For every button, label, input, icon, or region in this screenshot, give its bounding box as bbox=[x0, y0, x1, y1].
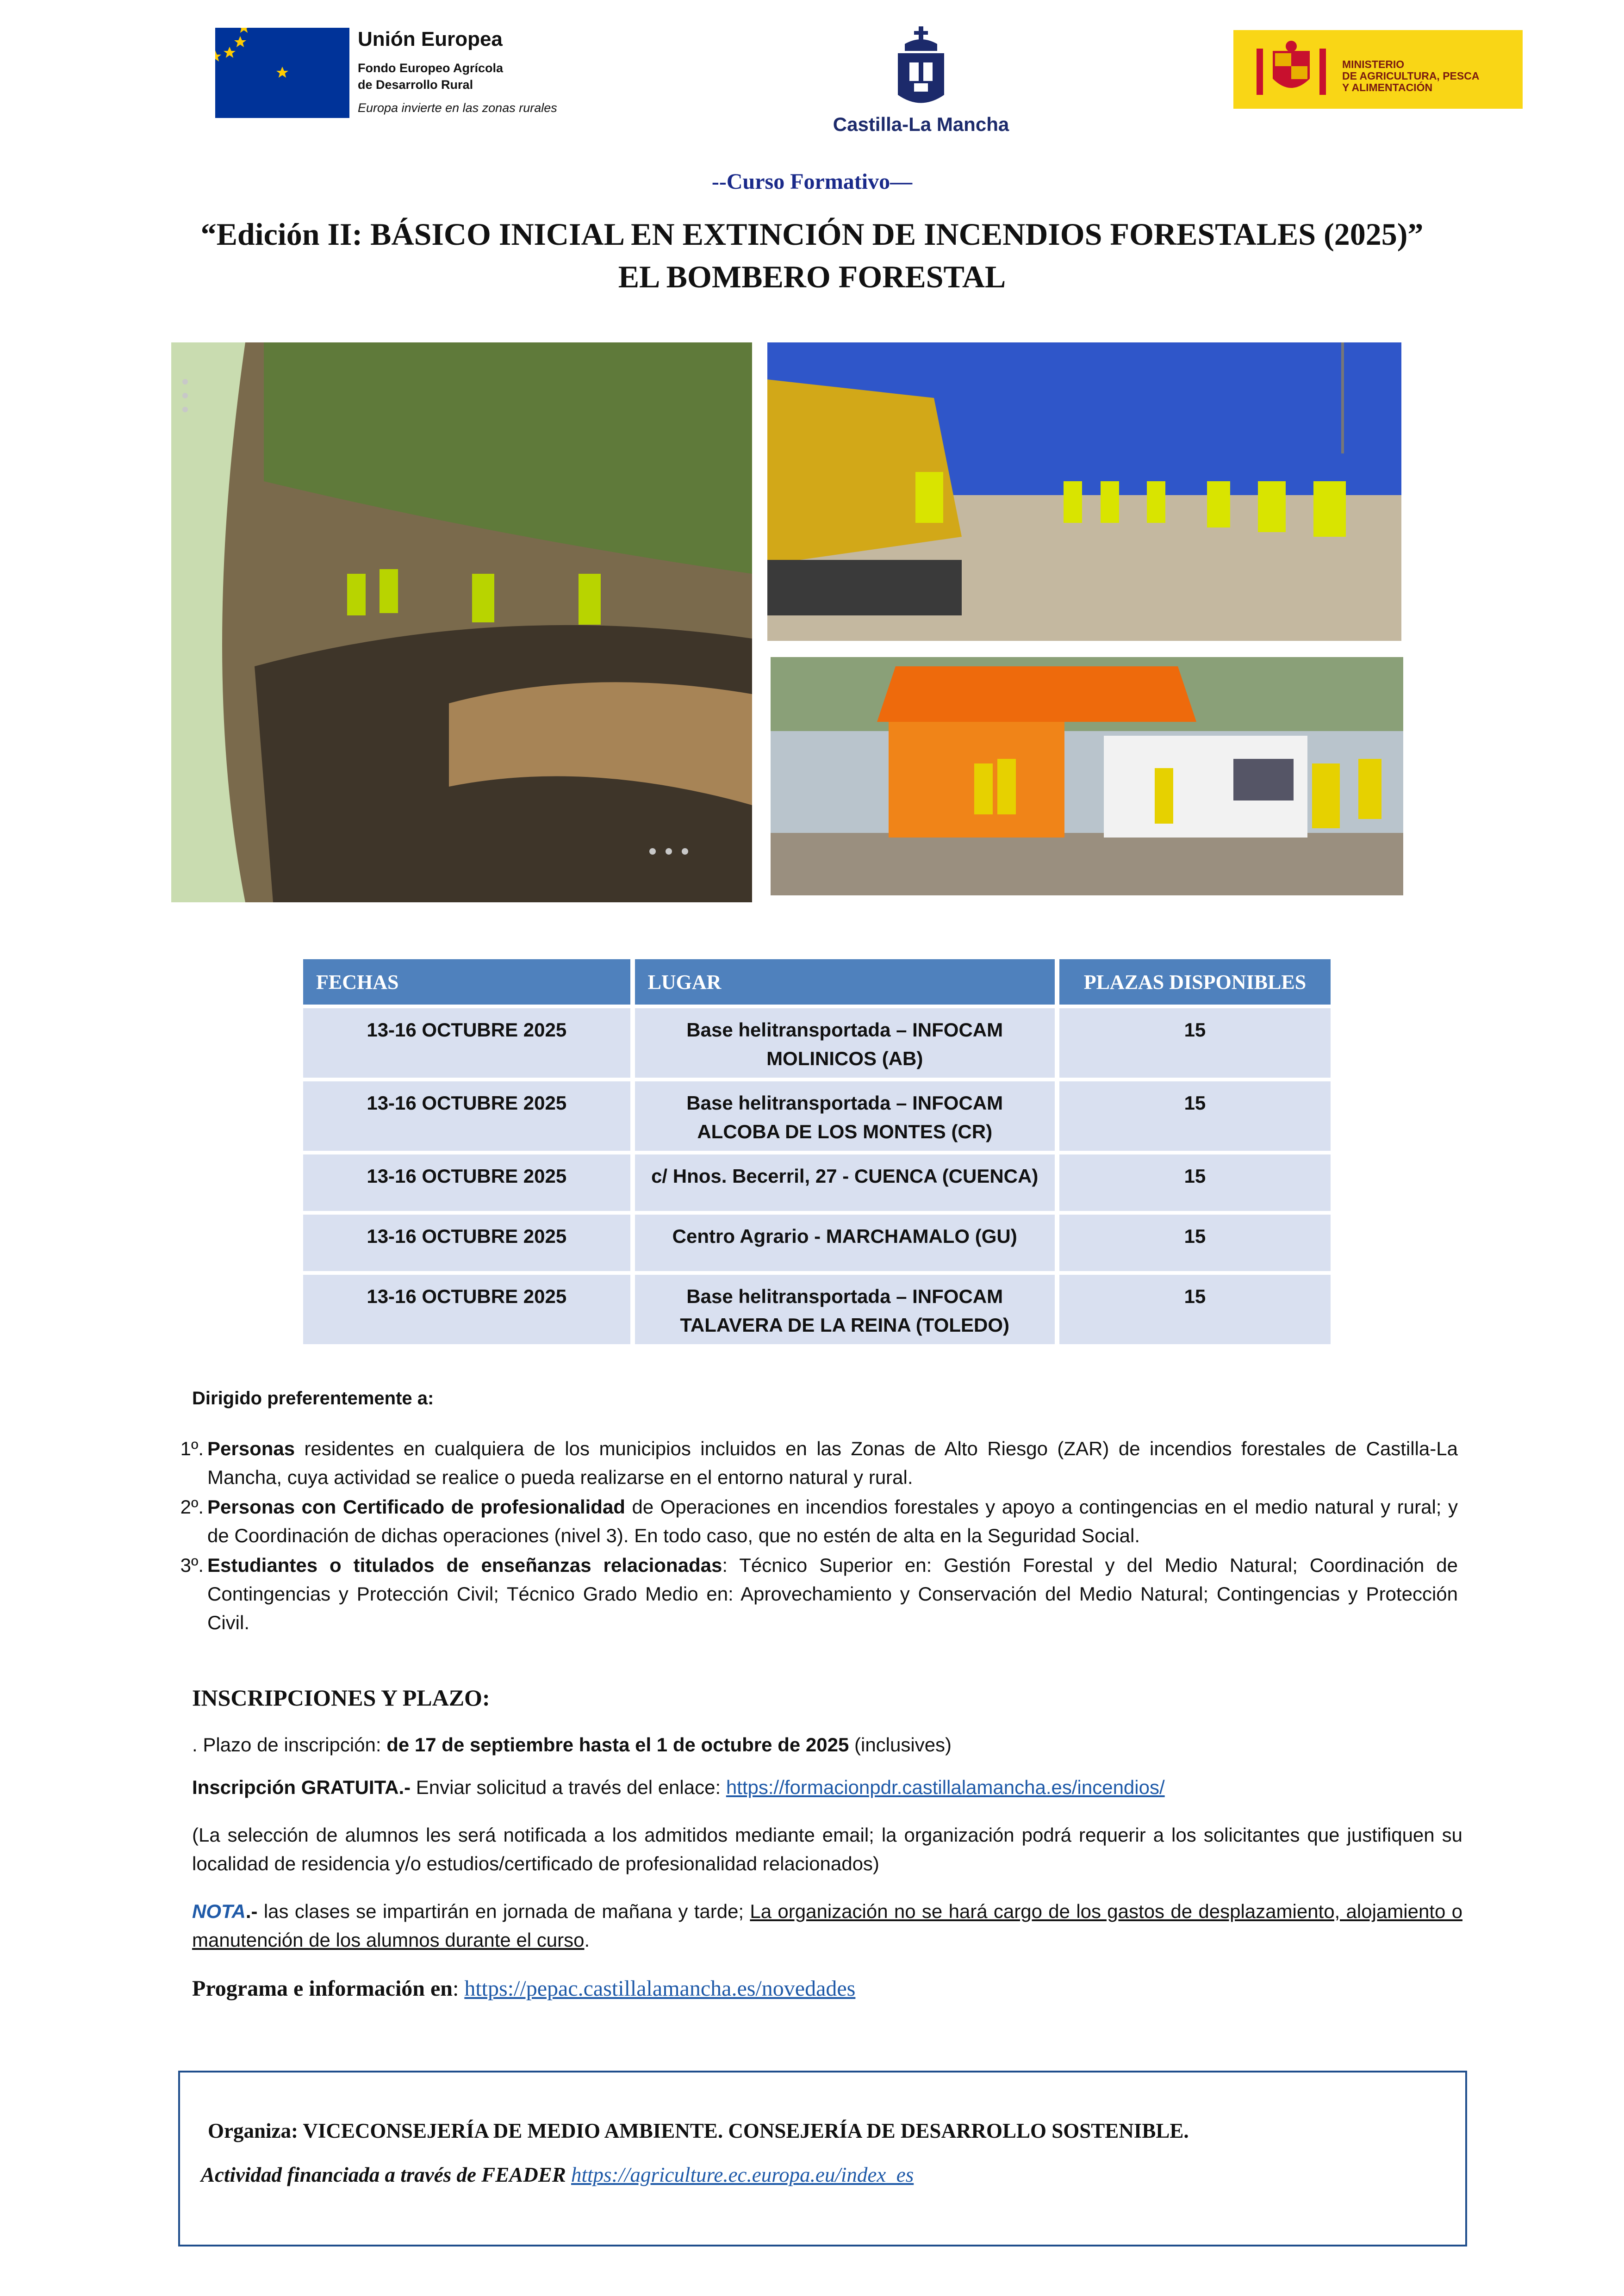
eu-logo-line3: Europa invierte en las zonas rurales bbox=[358, 101, 557, 115]
table-row bbox=[303, 1008, 1331, 1078]
photo-firefighters-hillside bbox=[171, 342, 752, 902]
clm-emblem-icon bbox=[824, 25, 1018, 113]
cell-plazas: 15 bbox=[1059, 1008, 1331, 1078]
cell-lugar: Centro Agrario - MARCHAMALO (GU) bbox=[635, 1215, 1055, 1271]
cell-fecha: 13-16 OCTUBRE 2025 bbox=[303, 1275, 630, 1344]
course-title-line1: “Edición II: BÁSICO INICIAL EN EXTINCIÓN DE INCENDIOS FORESTALES (2025)” bbox=[200, 217, 1424, 252]
castilla-la-mancha-logo bbox=[824, 25, 1018, 141]
cell-plazas: 15 bbox=[1059, 1081, 1331, 1151]
inscripcion-link[interactable]: https://formacionpdr.castillalamancha.es/incendios/ bbox=[726, 1776, 1165, 1798]
course-title bbox=[0, 213, 1624, 298]
cell-fecha: 13-16 OCTUBRE 2025 bbox=[303, 1215, 630, 1271]
cell-plazas: 15 bbox=[1059, 1275, 1331, 1344]
programa-info: Programa e información en: https://pepac.castillalamancha.es/novedades bbox=[192, 1976, 856, 2001]
eu-logo-title: Unión Europea bbox=[358, 28, 503, 50]
inscripcion-gratuita: Inscripción GRATUITA.- Enviar solicitud a través del enlace: https://formacionpdr.castillalamancha.es/incendios/ bbox=[192, 1776, 1165, 1798]
cell-fecha: 13-16 OCTUBRE 2025 bbox=[303, 1081, 630, 1151]
column-header-lugar: LUGAR bbox=[635, 959, 1055, 1005]
table-row bbox=[303, 1154, 1331, 1211]
cell-lugar: Base helitransportada – INFOCAM MOLINICOS (AB) bbox=[635, 1008, 1055, 1078]
nota-paragraph: NOTA.- las clases se impartirán en jornada de mañana y tarde; La organización no se hará cargo de los gastos de desplazamiento, alojamiento o manutención de los alumnos durante el curso. bbox=[192, 1900, 1462, 1951]
footer-financiada: Actividad financiada a través de FEADER https://agriculture.ec.europa.eu/index_es bbox=[201, 2163, 914, 2186]
audience-item-2: 2º. Personas con Certificado de profesionalidad de Operaciones en incendios forestales y apoyo a contingencias en el medio natural y rural; y de Coordinación de dichas operaciones (nivel 3). En todo caso, que no estén de alta en la Seguridad Social. bbox=[180, 1496, 1458, 1546]
table-row bbox=[303, 1275, 1331, 1344]
cell-fecha: 13-16 OCTUBRE 2025 bbox=[303, 1008, 630, 1078]
column-header-plazas: PLAZAS DISPONIBLES bbox=[1059, 959, 1331, 1005]
audience-heading: Dirigido preferentemente a: bbox=[192, 1388, 434, 1409]
audience-item-1: 1º. Personas residentes en cualquiera de los municipios incluidos en las Zonas de Alto Riesgo (ZAR) de incendios forestales de Castilla-La Mancha, cuya actividad se realice o pueda realizarse en el entorno natural y rural. bbox=[180, 1438, 1458, 1488]
cell-plazas: 15 bbox=[1059, 1154, 1331, 1211]
eu-feader-logo bbox=[215, 28, 576, 118]
cell-fecha: 13-16 OCTUBRE 2025 bbox=[303, 1154, 630, 1211]
programa-link[interactable]: https://pepac.castillalamancha.es/novedades bbox=[464, 1976, 856, 2001]
spain-coat-of-arms-icon bbox=[1252, 39, 1331, 99]
footer-box bbox=[178, 2071, 1467, 2246]
cell-lugar: Base helitransportada – INFOCAM TALAVERA DE LA REINA (TOLEDO) bbox=[635, 1275, 1055, 1344]
course-schedule-table bbox=[299, 956, 1335, 1348]
ministerio-text: MINISTERIO DE AGRICULTURA, PESCA Y ALIMENTACIÓN bbox=[1342, 58, 1480, 93]
table-header-row bbox=[303, 959, 1331, 1005]
cell-plazas: 15 bbox=[1059, 1215, 1331, 1271]
audience-item-3: 3º. Estudiantes o titulados de enseñanzas relacionadas: Técnico Superior en: Gestión Forestal y del Medio Natural; Coordinación de Contingencias y Protección Civil; Técnico Grado Medio en: Aprovechamiento y Conservación del Medio Natural; Contingencias y Protección Civil. bbox=[180, 1554, 1458, 1633]
feader-link[interactable]: https://agriculture.ec.europa.eu/index_es bbox=[571, 2163, 914, 2186]
plazo-inscripcion: . Plazo de inscripción: de 17 de septiembre hasta el 1 de octubre de 2025 (inclusives) bbox=[192, 1734, 952, 1756]
eu-logo-line2: de Desarrollo Rural bbox=[358, 78, 473, 92]
footer-organiza: Organiza: VICECONSEJERÍA DE MEDIO AMBIENTE. CONSEJERÍA DE DESARROLLO SOSTENIBLE. bbox=[208, 2119, 1189, 2142]
ministerio-agricultura-logo bbox=[1233, 30, 1523, 109]
cell-lugar: c/ Hnos. Becerril, 27 - CUENCA (CUENCA) bbox=[635, 1154, 1055, 1211]
table-row bbox=[303, 1081, 1331, 1151]
eu-logo-line1: Fondo Europeo Agrícola bbox=[358, 61, 503, 75]
seleccion-note: (La selección de alumnos les será notificada a los admitidos mediante email; la organización podrá requerir a los solicitantes que justifiquen su localidad de residencia y/o estudios/certificado de profesionalidad relacionados) bbox=[192, 1824, 1462, 1874]
photo-briefing-bulldozer bbox=[767, 342, 1401, 641]
photo-command-post-tent bbox=[771, 657, 1403, 895]
course-title-line2: EL BOMBERO FORESTAL bbox=[618, 259, 1006, 294]
table-row bbox=[303, 1215, 1331, 1271]
course-type-label: --Curso Formativo— bbox=[711, 169, 913, 194]
eu-flag-icon bbox=[215, 28, 349, 118]
clm-logo-name: Castilla-La Mancha bbox=[833, 113, 1009, 135]
inscripciones-heading: INSCRIPCIONES Y PLAZO: bbox=[192, 1685, 490, 1711]
column-header-fechas: FECHAS bbox=[303, 959, 630, 1005]
cell-lugar: Base helitransportada – INFOCAM ALCOBA DE LOS MONTES (CR) bbox=[635, 1081, 1055, 1151]
